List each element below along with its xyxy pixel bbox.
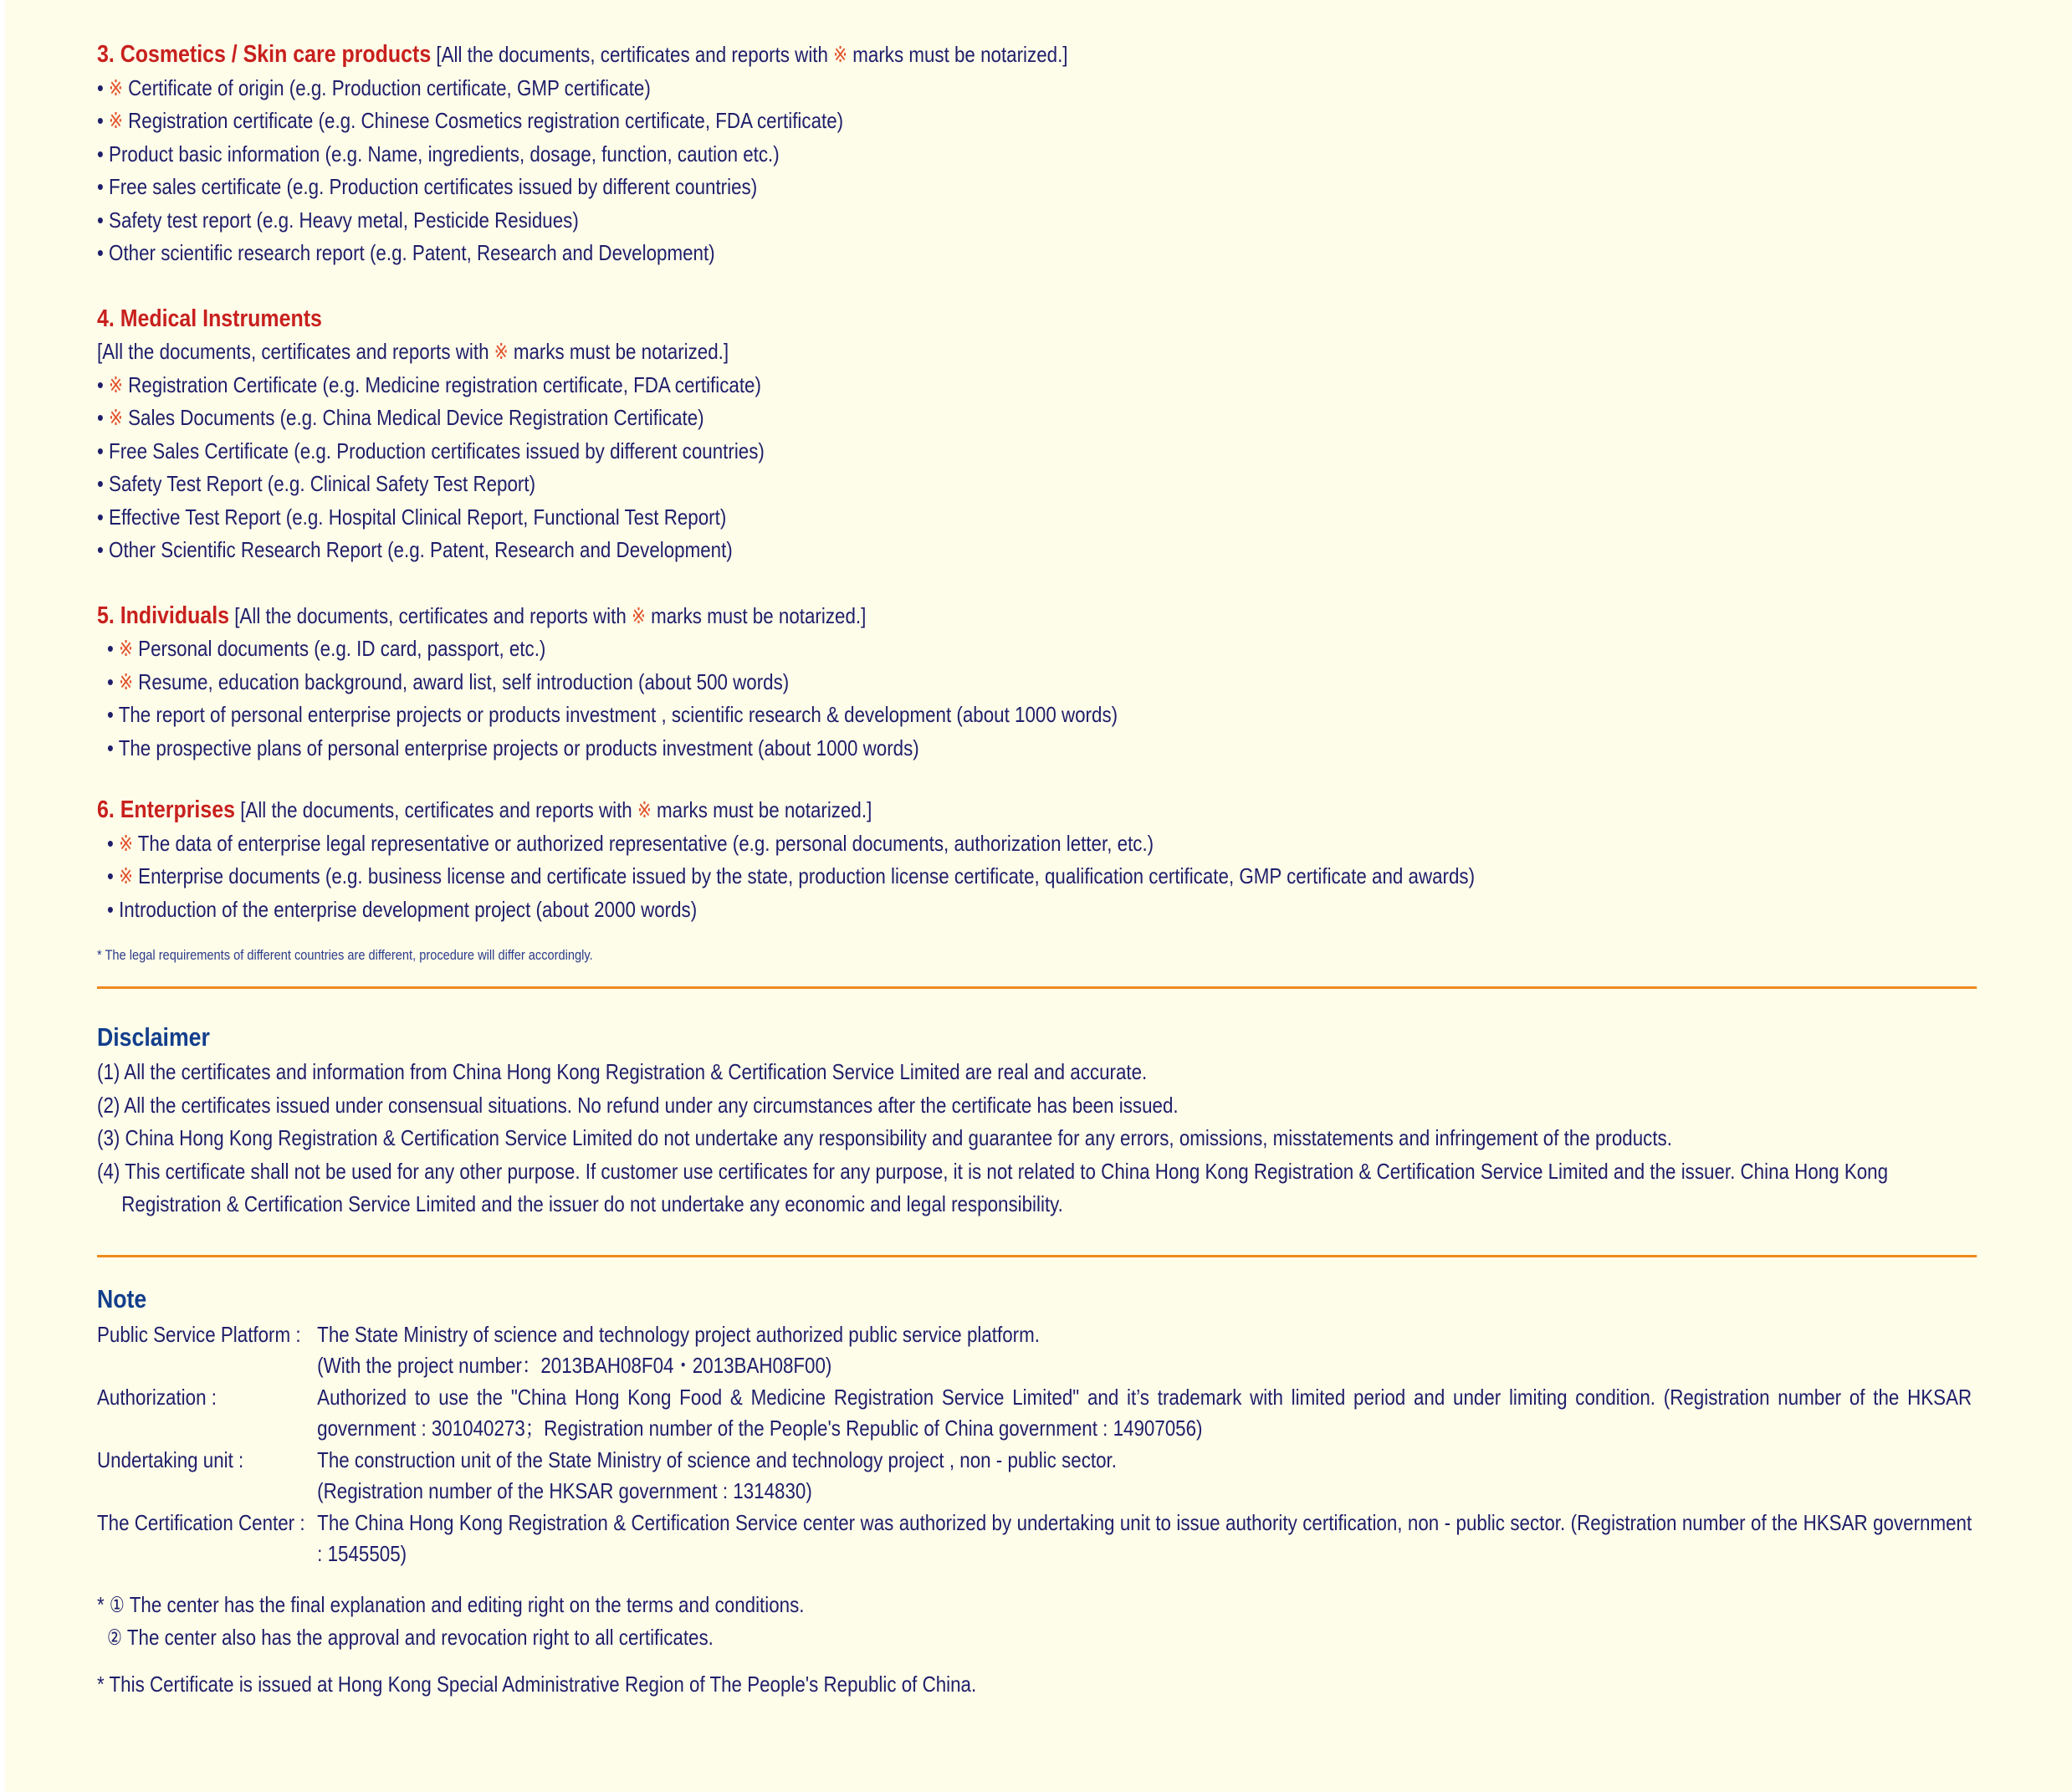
divider <box>97 1255 1977 1257</box>
section-3-list <box>97 72 1979 270</box>
list-item <box>97 171 1979 204</box>
note-row <box>97 1508 1972 1570</box>
bullet-icon: • <box>107 896 114 922</box>
section-4-note <box>97 335 1979 369</box>
section-3-title: 3. Cosmetics / Skin care products <box>97 41 432 68</box>
section-4-note-pre: [All the documents, certificates and reports with <box>97 339 489 364</box>
bullet-icon: • <box>97 240 104 265</box>
list-item <box>107 699 1979 732</box>
bullet-icon: • <box>97 371 104 397</box>
divider <box>97 986 1977 989</box>
list-item <box>97 237 1979 270</box>
notarize-mark-icon: ※ <box>109 108 123 133</box>
disclaimer-list <box>97 1056 1979 1221</box>
disclaimer-item: (4) This certificate shall not be used for any other purpose. If customer use certificates for any purpose, it is not related to China Hong Kong Registration & Certification Service Limited and the issuer. China Hong Kong <box>97 1158 1889 1184</box>
list-item-text: The data of enterprise legal representative or authorized representative (e.g. personal documents, authorization letter, etc.) <box>137 830 1154 856</box>
footnote-1: * ① The center has the final explanation and editing right on the terms and conditions. <box>97 1591 805 1617</box>
section-5-title: 5. Individuals <box>97 602 229 629</box>
bullet-icon: • <box>107 702 114 727</box>
list-item-text: Free Sales Certificate (e.g. Production certificates issued by different countries) <box>109 438 765 463</box>
notarize-mark-icon: ※ <box>109 74 123 100</box>
list-item-text: Resume, education background, award list, self introduction (about 500 words) <box>138 668 790 694</box>
list-item-text: Product basic information (e.g. Name, ingredients, dosage, function, caution etc.) <box>109 141 780 166</box>
list-item <box>107 827 1979 861</box>
list-item <box>97 501 1979 535</box>
bullet-icon: • <box>107 636 114 661</box>
note-line: The State Ministry of science and technology project authorized public service platform. <box>317 1321 1040 1347</box>
note-value <box>317 1319 1972 1382</box>
list-item <box>107 860 1979 893</box>
list-item <box>107 666 1979 699</box>
notarize-mark-icon: ※ <box>494 339 509 364</box>
disclaimer-item: (3) China Hong Kong Registration & Certification Service Limited do not undertake any responsibility and guarantee for any errors, omissions, misstatements and infringement of the products. <box>97 1125 1672 1150</box>
list-item <box>97 369 1979 402</box>
section-6-list <box>97 827 1979 927</box>
bullet-icon: • <box>97 207 104 233</box>
list-item-text: Safety test report (e.g. Heavy metal, Pesticide Residues) <box>109 207 579 233</box>
bullet-icon: • <box>97 405 104 430</box>
list-item-text: The prospective plans of personal enterprise projects or products investment (about 1000 words) <box>118 735 919 760</box>
note-row <box>97 1445 1972 1508</box>
list-item-text: The report of personal enterprise projects or products investment , scientific research & development (about 1000 words) <box>118 702 1118 727</box>
section-3-header <box>97 38 1979 72</box>
notarize-mark-icon: ※ <box>631 602 646 628</box>
list-item <box>97 402 1979 435</box>
list-item-text: Enterprise documents (e.g. business license and certificate issued by the state, production license certificate, qualification certificate, GMP certificate and awards) <box>138 863 1476 888</box>
list-item <box>97 204 1979 238</box>
notarize-mark-icon: ※ <box>833 42 848 67</box>
notarize-mark-icon: ※ <box>109 371 123 397</box>
list-item <box>97 138 1979 172</box>
list-item-text: Other scientific research report (e.g. Patent, Research and Development) <box>109 240 715 265</box>
note-label: Undertaking unit : <box>97 1446 244 1472</box>
bullet-icon: • <box>107 735 114 760</box>
bullet-icon: • <box>107 863 114 888</box>
note-value <box>317 1382 1972 1445</box>
notarize-mark-icon: ※ <box>637 797 652 822</box>
section-5-note-post: marks must be notarized.] <box>651 602 867 628</box>
list-item-text: Introduction of the enterprise development project (about 2000 words) <box>119 896 698 922</box>
footnote-block <box>97 1589 1979 1655</box>
section-3-note-post: marks must be notarized.] <box>852 42 1068 67</box>
section-6-note-pre: [All the documents, certificates and reports with <box>240 797 632 822</box>
notarize-mark-icon: ※ <box>119 830 133 856</box>
notarize-mark-icon: ※ <box>119 863 133 888</box>
section-5-list <box>97 632 1979 765</box>
bullet-icon: • <box>107 830 114 856</box>
list-item-text: Free sales certificate (e.g. Production certificates issued by different countries) <box>109 174 758 199</box>
footnote-3: * This Certificate is issued at Hong Kong Special Administrative Region of The People's Republic of China. <box>97 1671 977 1697</box>
bullet-icon: • <box>97 174 104 199</box>
document-body <box>97 38 1979 1701</box>
note-value <box>317 1508 1972 1570</box>
bullet-icon: • <box>97 438 104 463</box>
section-6-header <box>97 794 1979 827</box>
list-item <box>97 534 1979 567</box>
note-line: (With the project number：2013BAH08F04・2013BAH08F00) <box>317 1353 832 1378</box>
list-item-text: Sales Documents (e.g. China Medical Device Registration Certificate) <box>128 405 704 430</box>
list-item-text: Safety Test Report (e.g. Clinical Safety Test Report) <box>109 471 536 496</box>
list-item <box>97 105 1979 138</box>
spacer <box>97 270 1979 303</box>
footnote-2: ② The center also has the approval and revocation right to all certificates. <box>107 1625 714 1650</box>
note-table <box>97 1319 1972 1570</box>
note-line: Authorized to use the "China Hong Kong Food & Medicine Registration Service Limited" and it’s trademark with limited period and under limiting condition. (Registration number of the HKSAR government : 301040273；Registration number of the People's Republic of China government : 14907056) <box>317 1384 1972 1441</box>
bullet-icon: • <box>107 668 114 694</box>
disclaimer-item: (2) All the certificates issued under consensual situations. No refund under any circumstances after the certificate has been issued. <box>97 1092 1179 1118</box>
note-label: Public Service Platform : <box>97 1321 301 1347</box>
spacer <box>97 765 1979 794</box>
list-item-text: Registration certificate (e.g. Chinese Cosmetics registration certificate, FDA certificate) <box>128 108 844 133</box>
note-value <box>317 1445 1972 1508</box>
list-item-text: Registration Certificate (e.g. Medicine registration certificate, FDA certificate) <box>128 371 761 397</box>
bullet-icon: • <box>97 504 104 530</box>
bullet-icon: • <box>97 108 104 133</box>
disclaimer-item-continuation: Registration & Certification Service Limited and the issuer do not undertake any economic and legal responsibility. <box>121 1191 1063 1216</box>
section-5-header <box>97 600 1979 633</box>
notarize-mark-icon: ※ <box>109 405 123 430</box>
list-item-text: Effective Test Report (e.g. Hospital Clinical Report, Functional Test Report) <box>109 504 727 530</box>
note-label: Authorization : <box>97 1384 217 1410</box>
section-5-note-pre: [All the documents, certificates and reports with <box>234 602 627 628</box>
document-content <box>97 38 1979 1701</box>
note-title: Note <box>97 1283 147 1313</box>
list-item-text: Personal documents (e.g. ID card, passport, etc.) <box>138 636 546 661</box>
disclaimer-item: (1) All the certificates and information from China Hong Kong Registration & Certification Service Limited are real and accurate. <box>97 1059 1148 1084</box>
section-6-note-post: marks must be notarized.] <box>657 797 872 822</box>
bullet-icon: • <box>97 471 104 496</box>
bullet-icon: • <box>97 141 104 166</box>
section-4-note-post: marks must be notarized.] <box>513 339 729 364</box>
spacer <box>97 567 1979 600</box>
list-item <box>97 468 1979 501</box>
list-item-text: Other Scientific Research Report (e.g. Patent, Research and Development) <box>109 537 733 562</box>
bullet-icon: • <box>97 74 104 100</box>
list-item <box>97 72 1979 105</box>
section-6-title: 6. Enterprises <box>97 796 235 823</box>
note-line: The China Hong Kong Registration & Certification Service center was authorized by undertaking unit to issue authority certification, non - public sector. (Registration number of the HKSAR government : 1545505) <box>317 1509 1972 1566</box>
note-line: The construction unit of the State Ministry of science and technology project , non - public sector. <box>317 1446 1117 1472</box>
section-4-header <box>97 303 1979 336</box>
section-4-title: 4. Medical Instruments <box>97 305 322 332</box>
notarize-mark-icon: ※ <box>119 636 133 661</box>
notarize-mark-icon: ※ <box>119 668 133 694</box>
note-row <box>97 1319 1972 1382</box>
legal-requirements-note: * The legal requirements of different countries are different, procedure will differ accordingly. <box>97 947 593 963</box>
bullet-icon: • <box>97 537 104 562</box>
note-line: (Registration number of the HKSAR government : 1314830) <box>317 1478 812 1503</box>
section-4-list <box>97 369 1979 567</box>
disclaimer-title: Disclaimer <box>97 1022 210 1052</box>
document-page <box>5 0 2072 1792</box>
note-row <box>97 1382 1972 1445</box>
list-item <box>97 435 1979 468</box>
list-item <box>107 632 1979 666</box>
list-item <box>107 893 1979 927</box>
list-item-text: Certificate of origin (e.g. Production certificate, GMP certificate) <box>128 74 651 100</box>
list-item <box>107 732 1979 765</box>
section-3-note-pre: [All the documents, certificates and reports with <box>436 42 828 67</box>
note-label: The Certification Center : <box>97 1509 305 1535</box>
